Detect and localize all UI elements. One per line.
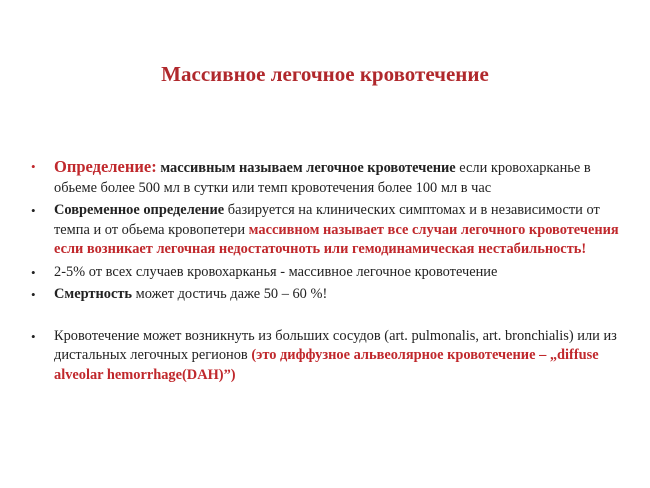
- bullet-icon: •: [31, 203, 36, 218]
- mortality-bold: Смертность: [54, 286, 133, 302]
- definition-bold: массивным называем легочное кровотечение: [160, 160, 456, 176]
- mortality-text: может достичь даже 50 – 60 %!: [135, 286, 328, 302]
- bullet-icon: •: [31, 328, 36, 344]
- list-item-source: [30, 327, 620, 386]
- bullet-list: [30, 157, 620, 388]
- list-item-modern-definition: [30, 201, 620, 260]
- source-highlight: (это диффузное альвеолярное кровотечение – „diffuse alveolar hemorrhage(DAH)”): [54, 347, 599, 383]
- bullet-icon: •: [31, 287, 36, 302]
- modern-definition-text: базируется на клинических симптомах и в независимости от темпа и от обьема кровопетери: [54, 202, 600, 238]
- modern-definition-bold: Современное определение: [54, 202, 225, 218]
- bullet-icon: •: [31, 159, 36, 174]
- source-text: Кровотечение может возникнуть из больших сосудов (art. pulmonalis, art. bronchialis) или из дистальных легочных регионов: [54, 327, 617, 363]
- list-item-definition: [30, 157, 620, 198]
- frequency-text: 2-5% от всех случаев кровохарканья - массивное легочное кровотечение: [54, 263, 498, 280]
- slide-title: Массивное легочное кровотечение: [161, 62, 489, 86]
- list-item-frequency: [30, 263, 620, 283]
- definition-text: если кровохарканье в обьеме более 500 мл в сутки или темп кровотечения более 100 мл в час: [54, 160, 591, 196]
- definition-heading: Определение:: [54, 157, 157, 176]
- bullet-icon: •: [31, 264, 36, 280]
- modern-definition-highlight: массивном называет все случаи легочного кровотечения если возникает легочная недостаточноть или гемодинамическая нестабильность!: [54, 221, 619, 257]
- list-item-mortality: [30, 285, 620, 305]
